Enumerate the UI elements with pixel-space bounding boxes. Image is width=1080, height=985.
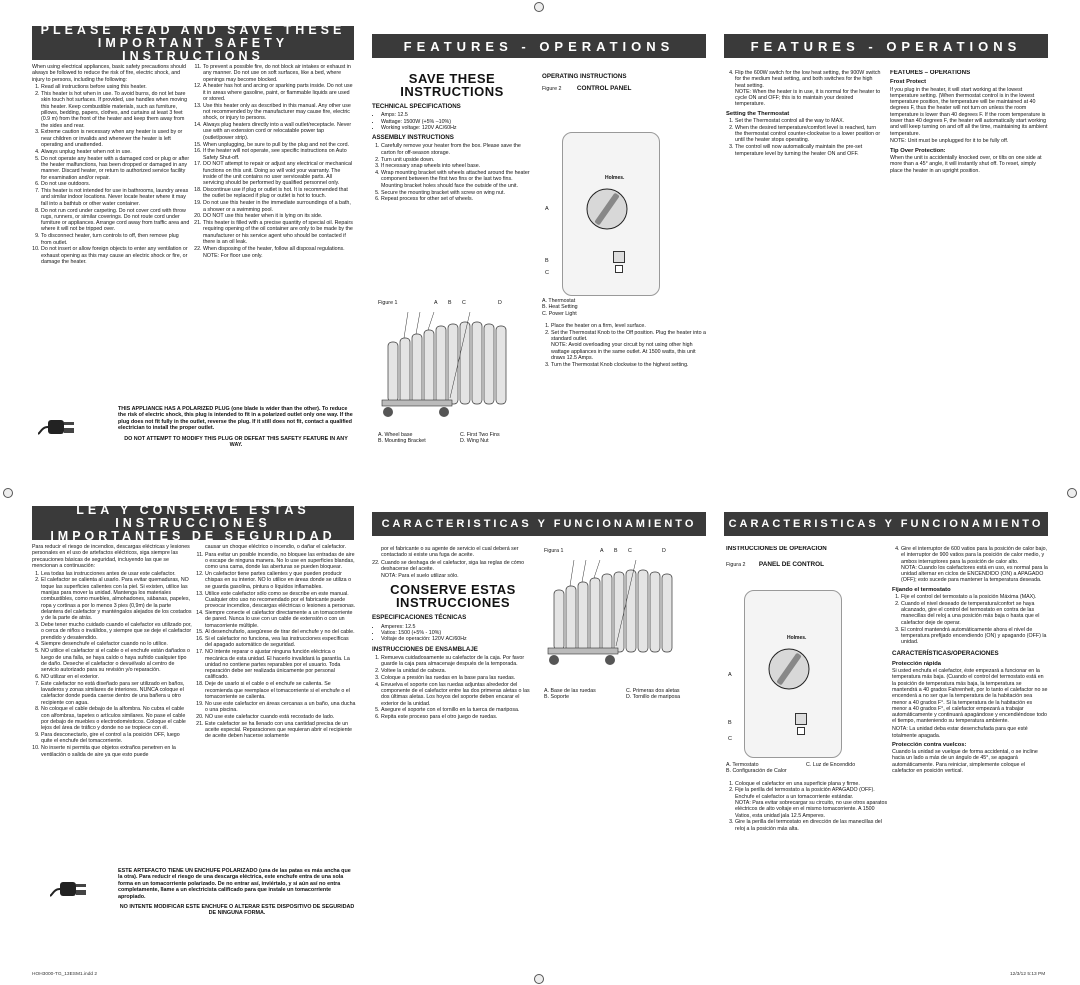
vuelcos-text: Cuando la unidad se vuelque de forma accidental, o se incline hacia un lado a más de un ángulo de 45°, se apagará automáticamente. Para reiniciar, simplemente coloque el calefactor en posición vertical.	[892, 749, 1038, 774]
features-col-a-en	[372, 68, 532, 328]
fig1-legend-a: A. Wheel base	[378, 432, 413, 438]
fig1-letter-d: D	[498, 300, 502, 306]
operacion-heading: INSTRUCCIONES DE OPERACIÓN	[726, 546, 827, 552]
list-item: 2. When the desired temperature/comfort level is reached, turn the thermostat control counter-clockwise to a lower position or until the heater stops operating.	[735, 125, 884, 144]
safety-band-es-line1: LEA Y CONSERVE ESTAS INSTRUCCIONES	[76, 502, 310, 530]
assembly-heading-es: INSTRUCCIONES DE ENSAMBLAJE	[372, 645, 478, 653]
list-item: 14. Siempre conecte el calefactor directamente a un tomacorriente de pared. Nunca lo use con un cable de extensión o con un tomacorriente múltiple.	[205, 610, 356, 629]
list-item: 2. Turn unit upside down.	[381, 157, 532, 163]
save-title-line2: INSTRUCTIONS	[400, 84, 504, 99]
tech-specs-list	[372, 112, 532, 131]
list-item: 11. Para evitar un posible incendio, no bloquee las entradas de aire o escape de ninguna manera. No lo use en superficies blandas, como una cama, donde las aberturas se pueden bloquear.	[205, 552, 356, 571]
figura1-legend-a: A. Base de las ruedas	[544, 688, 596, 694]
safety-list-a-es	[32, 571, 192, 758]
figura1-caption: Figura 1	[544, 548, 564, 554]
list-item: 4. Wrap mounting bracket with wheels attached around the heater component between the first two fins or the last two fins. Mounting bracket holes should face the outside of the unit.	[381, 170, 532, 189]
list-item: 3. Debe tener mucho cuidado cuando el calefactor es utilizado por, o cerca de niños o inválidos, y siempre que se deje el calefactor prendido y desatendido.	[41, 622, 192, 641]
list-item: 20. DO NOT use this heater when it is lying on its side.	[203, 213, 354, 219]
caracteristicas-col-right	[892, 546, 1048, 876]
termostato-heading: Fijando el termostato	[892, 586, 951, 593]
fig1-legend-d: D. Wing Nut	[460, 438, 489, 445]
panel-es-legend-a: A. Termostato	[726, 762, 759, 768]
tip-over-text: When the unit is accidentally knocked over, or tilts on one side at more than a 45° angle, it will instantly shut off. To reset, simply place the heater in an upright position.	[890, 155, 1042, 174]
save-title-line1: SAVE THESE	[408, 71, 496, 86]
list-item: 1. Carefully remove your heater from the box. Please save the carton for off-season storage.	[381, 143, 532, 156]
registration-mark-top	[534, 2, 544, 12]
op-es-note: NOTA: Para evitar sobrecargar su circuito, no use otros aparatos eléctricos de alto voltaje en el mismo tomacorriente. A 1500 Vatios, esta unidad jala 12.5 Amperes.	[735, 799, 888, 819]
control-panel-title: CONTROL PANEL	[576, 85, 632, 93]
list-item: 2. Voltee la unidad de cabeza.	[381, 668, 534, 674]
list-item: 16. Si el calefactor no funciona, vea las instrucciones específicas del apagado automático de seguridad.	[205, 636, 356, 649]
fig1-legend-c: C. First Two Fins	[460, 432, 500, 438]
list-item: 6. NO utilizar en el exterior.	[41, 674, 192, 680]
termostato-list	[892, 594, 1048, 645]
caracteristicas-band-right-text: CARACTERISTICAS Y FUNCIONAMIENTO	[728, 517, 1044, 530]
list-item: 1. Coloque el calefactor en una superficie plana y firme.	[735, 781, 888, 787]
list-item: 21. This heater is filled with a precise quantity of special oil. Repairs requiring opening of the oil container are only to be made by the manufacturer or his service agent who should be contacted if there is an oil leak.	[203, 220, 354, 245]
features-col-e-en	[890, 70, 1048, 270]
registration-mark-left	[3, 488, 13, 498]
list-item: 5. Secure the mounting bracket with screw on wing nut.	[381, 190, 532, 196]
list-item: 13. Utilice este calefactor sólo como se describe en este manual. Cualquier otro uso no recomendado por el fabricante puede provocar incendios, descargas eléctricas o lesiones a personas.	[205, 591, 356, 610]
fig1-letter-c: C	[462, 300, 466, 306]
list-item: 7. This heater is not intended for use in bathrooms, laundry areas and similar indoor locations. Never locate heater where it may fall into a bathtub or other water container.	[41, 188, 190, 207]
list-item: 1. Lea todas las instrucciones antes de usar este calefactor.	[41, 571, 192, 577]
frost-note: NOTE: Unit must be unplugged for it to be fully off.	[890, 138, 1009, 145]
list-item: 2. El calefactor se calienta al usarlo. Para evitar quemaduras, NO toque las superficies calientes con la piel. Si existen, utilice las manijas para mover la unidad. Mantenga los materiales combustibles, como muebles, almohadones, sábanas, papeles, ropa y cortinas a por lo menos 3 pies (0,9m) de la parte delantera del calefactor y manténgalos alejados de los costados y de la parte de atrás.	[41, 577, 192, 621]
figura1-letter-d: D	[662, 548, 666, 554]
figura1-legend-b: B. Soporte	[544, 694, 570, 701]
registration-mark-bottom	[534, 974, 544, 984]
figura1-legend-d: D. Tornillo de mariposa	[626, 694, 681, 701]
list-item: 8. Do not run cord under carpeting. Do not cover cord with throw rugs, runners, or similar coverings. Do not route cord under furniture or appliances. Arrange cord away from traffic area and where it will not be tripped over.	[41, 208, 190, 233]
list-item: 5. Asegure el soporte con el tornillo en la tuerca de mariposa.	[381, 707, 534, 713]
figura2-caption-row	[726, 562, 886, 568]
control-panel-figure	[562, 132, 660, 296]
brand-logo: Holmes.	[605, 175, 625, 181]
figure2-caption: Figure 2	[542, 86, 562, 93]
list-item: 3. The control will now automatically maintain the pre-set temperature level by turning the heater ON and OFF.	[735, 144, 884, 157]
safety-intro-es: Para reducir el riesgo de incendios, descargas eléctricas y lesiones personales en el uso de artefactos eléctricos, siga siempre las precauciones básicas de seguridad, incluyendo las que se mencionan a continuación:	[32, 544, 190, 569]
list-item: 2. This heater is hot when in use. To avoid burns, do not let bare skin touch hot surfaces. If provided, use handles when moving this heater. Keep combustible materials, such as furniture, pillows, bedding, papers, clothes, and curtains at least 3 feet (0.9 m) from the front of the heater and keep them away from the sides and rear.	[41, 91, 190, 129]
list-item: 16. If the heater will not operate, see specific instructions on Auto Safety Shut-off.	[203, 148, 354, 161]
assembly-heading: ASSEMBLY INSTRUCTIONS	[372, 134, 454, 142]
list-item: • Vatios: 1500 (+5% - 10%)	[381, 630, 534, 636]
safety-band-es-line2: IMPORTANTES DE SEGURIDAD	[50, 528, 336, 543]
heater-wheel-figure-es	[544, 560, 694, 670]
tip-over-heading: Tip Over Protection:	[890, 147, 946, 154]
plug-notice-es	[118, 868, 356, 917]
figura1-letter-a: A	[600, 548, 604, 554]
conserve-title-line1: CONSERVE ESTAS	[390, 582, 516, 598]
footer-file: HOH3000-TG_13ESM1.indd 2	[32, 972, 98, 977]
plug-notice-es-text: ESTE ARTEFACTO TIENE UN ENCHUFE POLARIZADO (una de las patas es más ancha que la otra). Para reducir el riesgo de una descarga eléctrica, este enchufe entra de una sola forma en un tomacorriente polarizado. De no entrar así, inviértalo, y si aún así no entra completamente, llame a un electricista calificado para que instale un tomacorriente apropiado.	[118, 868, 351, 900]
list-item: 4. Envuelva el soporte con las ruedas adjuntas alrededor del componente de el calefactor entre las dos primeras aletas o las dos últimas aletas. Los hoyos del soporte deben encarar el exterior de la unidad.	[381, 682, 534, 707]
list-item: 10. Do not insert or allow foreign objects to enter any ventilation or exhaust opening as this may cause an electric shock or fire, or damage the heater.	[41, 246, 190, 265]
list-item: 5. NO utilice el calefactor si el cable o el enchufe están dañados o luego de una falla, se haya caído o haya sufrido cualquier tipo de daño. Deseche el calefactor o devuélvalo al centro de servicio autorizado para su revisión y/o reparación.	[41, 648, 192, 673]
list-item: 22. Cuando se deshaga de el calefactor, siga las reglas de cómo deshacerse del aceite.	[381, 560, 534, 573]
figure1-caption: Figure 1	[378, 300, 398, 306]
continued-text-mid: por el fabricante o su agente de servicio el cual deberá ser contactado si existe una fuga de aceite.	[381, 546, 519, 559]
list-item: 7. Este calefactor no está diseñado para ser utilizado en baños, lavaderos y zonas similares de interiores. NUNCA coloque el calefactor donde pueda caerse dentro de una bañera u otro recipiente con agua.	[41, 681, 192, 706]
list-item: 19. No use este calefactor en áreas cercanas a un baño, una ducha o una piscina.	[205, 701, 356, 714]
thermostat-list	[726, 118, 884, 157]
registration-mark-right	[1067, 488, 1077, 498]
safety-band-es	[32, 502, 354, 543]
figure2-caption-row	[542, 86, 706, 92]
conserve-title	[372, 583, 534, 609]
list-item: 1. Fije el control del termostato a la posición Máxima (MAX).	[901, 594, 1048, 600]
caracteristicas-band-mid	[372, 512, 706, 536]
thermostat-knob-icon	[585, 187, 629, 231]
list-item: 1. Remueva cuidadosamente su calefactor de la caja. Por favor guarde la caja para almacenaje después de la temporada.	[381, 655, 534, 668]
save-title	[372, 72, 532, 98]
proteccion-rapida-heading: Protección rápida	[892, 660, 941, 667]
safety-intro: When using electrical appliances, basic safety precautions should always be followed to reduce the risk of fire, electric shock, and injury to persons, including the following:	[32, 64, 186, 83]
panel-letter-a: A	[545, 206, 549, 212]
termostato-knob-icon	[767, 647, 811, 691]
heat-switch-icon	[613, 251, 625, 263]
safety-col-b-en	[194, 64, 354, 394]
features-col-c-en	[542, 298, 708, 458]
thermostat-heading: Setting the Thermostat	[726, 110, 790, 117]
polarized-plug-icon	[38, 414, 78, 440]
panel-letter-b: B	[545, 258, 549, 264]
op-note: NOTE: Avoid overloading your circuit by not using other high wattage appliances in the same outlet. At 1500 watts, this unit draws 12.5 Amps.	[551, 342, 696, 361]
power-light-icon-es	[797, 727, 805, 735]
heater-wheel-figure	[378, 312, 528, 422]
panel-control-figure	[744, 590, 842, 758]
list-item: 13. Use this heater only as described in this manual. Any other use not recommended by the manufacturer may cause fire, electric shock, or injury to persons.	[203, 103, 354, 122]
list-item: 11. To prevent a possible fire, do not block air intakes or exhaust in any manner. Do not use on soft surfaces, like a bed, where openings may become blocked.	[203, 64, 354, 83]
safety-col-a-en	[32, 64, 190, 394]
features-ops-heading: FEATURES – OPERATIONS	[890, 70, 971, 76]
list-item: 3. If necessary snap wheels into wheel base.	[381, 163, 532, 169]
list-item: 3. Coloque a presión las ruedas en la base para las ruedas.	[381, 675, 534, 681]
features-col-d-en	[726, 70, 884, 270]
op-es-step-2-text: Fije la perilla del termostato a la posición APAGADO (OFF). Enchufe el calefactor a un tomacorriente estándar.	[735, 787, 875, 800]
plug-warning-es-text: NO INTENTE MODIFICAR ESTE ENCHUFE O ALTERAR ESTE DISPOSITIVO DE SEGURIDAD DE NINGUNA FORMA.	[119, 904, 355, 917]
list-item: 12. A heater has hot and arcing or sparking parts inside. Do not use it in areas where gasoline, paint, or flammable liquids are used or stored.	[203, 83, 354, 102]
list-item: 9. To disconnect heater, turn controls to off, then remove plug from outlet.	[41, 233, 190, 246]
caracteristicas-col-a	[372, 546, 534, 866]
list-item	[551, 330, 708, 361]
safety-band-en	[32, 22, 354, 63]
safety-list-a	[32, 84, 190, 265]
tech-specs-list-es	[372, 624, 534, 643]
list-item: 9. Para desconectarlo, gire el control a la posición OFF, luego quite el enchufe del tomacorriente.	[41, 732, 192, 745]
panel-es-letter-c: C	[728, 736, 732, 742]
floor-note: NOTE: For floor use only.	[203, 252, 263, 259]
caracteristicas-ops-heading: CARACTERÍSTICAS/OPERACIONES	[892, 650, 999, 658]
safety-col-b-es	[196, 544, 356, 862]
panel-legend-a: A. Thermostat	[542, 298, 576, 304]
proteccion-nota: NOTA: La unidad deba estar desenchufada para que esté totalmente apagada.	[892, 726, 1028, 739]
step4-list	[726, 70, 884, 108]
op-step-2-text: Set the Thermostat Knob to the Off position. Plug the heater into a standard outlet.	[551, 329, 706, 342]
panel-legend-c: C. Power Light	[542, 310, 577, 317]
panel-es-legend-c: C. Luz de Encendido	[806, 762, 856, 768]
features-band-mid	[372, 34, 706, 58]
list-item	[901, 546, 1048, 584]
caracteristicas-band-mid-text: CARACTERISTICAS Y FUNCIONAMIENTO	[381, 517, 697, 530]
safety-band-line2: IMPORTANT SAFETY INSTRUCTIONS	[97, 35, 289, 63]
list-item: 15. When unplugging, be sure to pull by the plug and not the cord.	[203, 142, 354, 148]
list-item: 1. Place the heater on a firm, level surface.	[551, 323, 708, 329]
panel-es-letter-a: A	[728, 672, 732, 678]
list-item: 4. Always unplug heater when not in use.	[41, 149, 190, 155]
list-item: • Working voltage: 120V AC/60Hz	[381, 125, 532, 131]
list-item: 22. When disposing of the heater, follow all disposal regulations.	[203, 246, 354, 252]
nota-suelo: NOTA: Para el suelo utilizar sólo.	[381, 573, 459, 580]
proteccion-rapida-text: Si usted enchufa el calefactor, éste empezará a funcionar en la temperatura más baja. (Cuando el control del termostato está en la posición de temperatura más baja, la temperatura se mantendrá a 40 grados Fahrenheit, por lo tanto el calefactor no se encenderá a no ser que la temperatura de la habitación sea menor a 40 grados F°. Si la temperatura de la habitación es menor a 40 grados F°, el calefactor empezará a trabajar automáticamente y continuará apagándose y encendiéndose todo el tiempo, manteniendo su temperatura ambiente.	[892, 668, 1048, 725]
features-band-right-text: FEATURES - OPERATIONS	[750, 38, 1022, 54]
panel-letter-c: C	[545, 270, 549, 276]
operacion-col	[726, 762, 888, 882]
list-item: • Amperes: 12.5	[381, 624, 534, 630]
plug-warning-text: DO NOT ATTEMPT TO MODIFY THIS PLUG OR DEFEAT THIS SAFETY FEATURE IN ANY WAY.	[124, 435, 348, 449]
figura1-letter-c: C	[628, 548, 632, 554]
fig1-letter-a: A	[434, 300, 438, 306]
list-item: 18. Discontinue use if plug or outlet is hot. It is recommended that the outlet be replaced if plug or outlet is hot to touch.	[203, 187, 354, 200]
safety-list-b	[194, 64, 354, 252]
caracteristicas-band-right	[724, 512, 1048, 536]
list-item: 20. NO use este calefactor cuando está recostado de lado.	[205, 714, 356, 720]
safety-col-a-es	[32, 544, 192, 862]
assembly-list-es	[372, 655, 534, 720]
features-band-right	[724, 34, 1048, 58]
list-item: • Voltaje de operación: 120V AC/60Hz	[381, 636, 534, 642]
step4-list-es	[892, 546, 1048, 584]
list-item: 17. DO NOT attempt to repair or adjust any electrical or mechanical functions on this unit. Doing so will void your warranty. The inside of the unit contains no user serviceable parts. All servicing should be performed by qualified personnel only.	[203, 161, 354, 186]
item22-list	[372, 560, 534, 573]
figura1-legend-c: C. Primeras dos aletas	[626, 688, 680, 694]
conserve-title-line2: INSTRUCCIONES	[395, 595, 511, 611]
safety-band-line1: PLEASE READ AND SAVE THESE	[40, 22, 346, 37]
list-item: 3. Extreme caution is necessary when any heater is used by or near children or invalids and whenever the heater is left operating and unattended.	[41, 129, 190, 148]
vuelcos-heading: Protección contra vuelcos:	[892, 741, 967, 748]
panel-control-title: PANEL DE CONTROL	[758, 561, 825, 569]
list-item	[735, 787, 888, 818]
list-item: 3. Gire la perilla del termostato en dirección de las manecillas del reloj a la posición más alta.	[735, 819, 888, 832]
plug-notice-text: THIS APPLIANCE HAS A POLARIZED PLUG (one blade is wider than the other). To reduce the risk of electric shock, this plug is intended to fit in a polarized outlet only one way. If the plug does not fit fully in the outlet, reverse the plug. If it still does not fit, contact a qualified electrician to install the proper outlet.	[118, 406, 353, 432]
list-item: • Wattage: 1500W (+5% –10%)	[381, 119, 532, 125]
list-item: 18. Deje de usarlo si el cable o el enchufe se calienta. Se recomienda que reemplace el tomacorriente si el enchufe o el tomacorriente se calienta.	[205, 681, 356, 700]
list-item: 21. Este calefactor se ha llenado con una cantidad precisa de un aceite especial. Reparaciones que requieran abrir el recipiente de aceite deben hacerse solamente	[205, 721, 356, 740]
panel-es-legend-b: B. Configuración de Calor	[726, 768, 787, 775]
step4-es-text: Gire el interruptor de 600 vatios para la posición de calor bajo, el interruptor de 900 vatios para la posición de calor medio, y ambos interruptores para la posición de calor alto.	[901, 546, 1048, 565]
figura2-caption: Figura 2	[726, 562, 746, 569]
step4-text: Flip the 600W switch for the low heat setting, the 900W switch for the medium heat setting, and both switches for the high heat setting.	[735, 70, 881, 89]
plug-notice-en	[118, 406, 354, 448]
footer-date: 12/3/12 5:13 PM	[1010, 972, 1046, 977]
operacion-steps	[726, 781, 888, 832]
figure1-label-row	[378, 300, 528, 310]
brand-logo-es: Holmes.	[787, 635, 807, 641]
continued-text-es: causar un choque eléctrico o incendio, o dañar el calefactor.	[205, 544, 347, 550]
figura1-label-row	[544, 548, 704, 558]
step4-note: NOTE: When the heater is in use, it is normal for the heater to cycle ON and OFF; this is to maintain your desired temperature.	[735, 88, 881, 108]
figura1-letter-b: B	[614, 548, 618, 554]
features-col-b-en	[542, 68, 706, 128]
operating-steps	[542, 323, 708, 368]
list-item: 2. Cuando el nivel deseado de temperatura/confort se haya alcanzado, gire el control del termostato en contra de las manecillas del reloj a una posición más baja o hasta que el calefactor deje de operar.	[901, 601, 1048, 626]
list-item: 1. Read all instructions before using this heater.	[41, 84, 190, 90]
list-item: 19. Do not use this heater in the immediate surroundings of a bath, a shower or a swimming pool.	[203, 200, 354, 213]
tech-specs-heading-es: ESPECIFICACIONES TÉCNICAS	[372, 614, 467, 622]
features-band-mid-text: FEATURES - OPERATIONS	[403, 38, 675, 54]
panel-es-letter-b: B	[728, 720, 732, 726]
list-item: 5. Do not operate any heater with a damaged cord or plug or after the heater malfunctions, has been dropped or damaged in any manner. Discard heater, or return to authorized service facility for examination and/or repair.	[41, 156, 190, 181]
list-item: 8. No coloque el cable debajo de la alfombra. No cubra el cable con alfombras, tapetes o artículos similares. No pase el cable por debajo de muebles o electrodomésticos. Coloque el cable lejos del área de tráfico y donde no se tropiece con él.	[41, 706, 192, 731]
list-item: 10. No inserte ni permita que objetos extraños penetren en la ventilación o salida de aire ya que esto puede	[41, 745, 192, 758]
power-light-icon	[615, 265, 623, 273]
list-item: 14. Always plug heaters directly into a wall outlet/receptacle. Never use with an extension cord or relocatable power tap (outlet/power strip).	[203, 122, 354, 141]
list-item: 6. Repeat process for other set of wheels.	[381, 196, 532, 202]
list-item: 1. Set the Thermostat control all the way to MAX.	[735, 118, 884, 124]
safety-list-b-es	[196, 552, 356, 740]
list-item	[735, 70, 884, 108]
list-item: • Amps: 12.5	[381, 112, 532, 118]
list-item: 17. NO intente reparar o ajustar ninguna función eléctrica o mecánica de esta unidad. El hacerlo invalidará la garantía. La unidad no contiene partes reparables por el usuario. Toda reparación debe ser realizada únicamente por personal calificado.	[205, 649, 356, 680]
list-item: 3. Turn the Thermostat Knob clockwise to the highest setting.	[551, 362, 708, 368]
polarized-plug-icon-es	[50, 876, 90, 902]
list-item: 15. Al desenchufarlo, asegúrese de tirar del enchufe y no del cable.	[205, 629, 356, 635]
heat-switch-icon-es	[795, 713, 807, 725]
panel-legend-b: B. Heat Setting	[542, 304, 578, 311]
frost-protect-text: If you plug in the heater, it will start working at the lowest temperature setting. (When thermostat control is in the lowest temperature position, the temperature will be maintained at 40 degrees F, thus the heater will not turn on unless the room temperature is lower than 40 degrees F. If the room temperature is lower than 40 degrees F, the heater will automatically start working and will keep turning on and off all the time, maintaining its ambient temperature.	[890, 86, 1048, 137]
assembly-list	[372, 143, 532, 202]
list-item: 6. Repita este proceso para el otro juego de ruedas.	[381, 714, 534, 720]
operacion-heading-col	[726, 546, 886, 586]
operating-heading: OPERATING INSTRUCTIONS	[542, 73, 627, 80]
frost-protect-heading: Frost Protect	[890, 79, 927, 86]
list-item: 3. El control mantendrá automáticamente ahora el nivel de temperatura prefijado encendiendo (ON) y apagando (OFF) la unidad.	[901, 627, 1048, 646]
figura1-legend	[544, 688, 706, 704]
step4-es-note: NOTA: Cuando los calefactores está en uso, es normal para la unidad alternar en ciclos de ENCENDIDO (ON) a APAGADO (OFF); esto sucede para mantener la temperatura deseada.	[901, 564, 1048, 584]
fig1-letter-b: B	[448, 300, 452, 306]
figure1-legend	[378, 432, 528, 448]
tech-specs-heading: TECHNICAL SPECIFICATIONS	[372, 103, 461, 110]
list-item: 4. Siempre desenchufe el calefactor cuando no lo utilice.	[41, 641, 192, 647]
list-item: 12. Un calefactor tiene partes calientes y que pueden producir chispas en su interior. NO lo utilice en áreas donde se utiliza o se guarda gasolina, pintura o líquidos inflamables.	[205, 571, 356, 590]
list-item: 6. Do not use outdoors.	[41, 181, 190, 187]
fig1-legend-b: B. Mounting Bracket	[378, 438, 426, 445]
